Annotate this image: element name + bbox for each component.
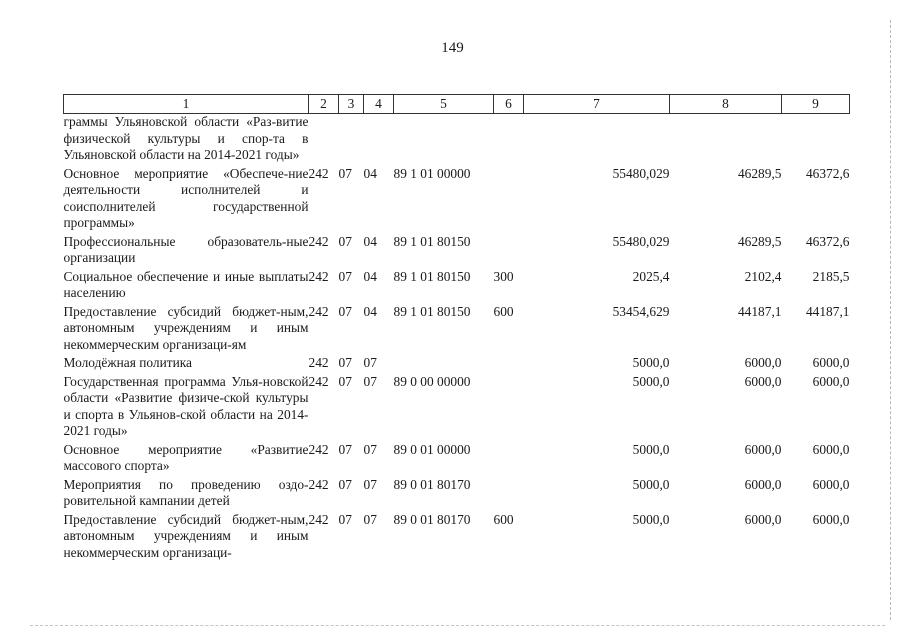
header-col-1: 1 <box>64 95 309 114</box>
row-col-6: 600 <box>493 511 514 527</box>
row-col-2: 242 <box>308 476 329 492</box>
row-col-4: 04 <box>363 165 377 181</box>
header-col-8: 8 <box>670 95 782 114</box>
header-col-4: 4 <box>364 95 394 114</box>
row-col-3: 07 <box>338 476 352 492</box>
row-col-3: 07 <box>338 268 352 284</box>
row-col-7: 55480,029 <box>612 233 670 249</box>
row-col-8: 6000,0 <box>744 373 782 389</box>
row-col-7: 5000,0 <box>632 373 670 389</box>
budget-table <box>63 94 850 563</box>
row-col-6 <box>494 477 524 512</box>
header-col-3: 3 <box>339 95 364 114</box>
row-col-8: 46289,5 <box>737 233 782 249</box>
row-col-6 <box>494 442 524 477</box>
row-col-4 <box>364 114 394 166</box>
row-col-2: 242 <box>308 165 329 181</box>
row-name: Молодёжная политика <box>63 355 193 370</box>
row-col-6 <box>494 114 524 166</box>
table-row <box>64 269 850 304</box>
row-col-6 <box>494 374 524 442</box>
table-row <box>64 166 850 234</box>
table-row <box>64 234 850 269</box>
row-col-8: 6000,0 <box>744 476 782 492</box>
row-col-8: 2102,4 <box>744 268 782 284</box>
row-name: Государственная программа Улья-новской области «Развитие физиче-ской культуры и спорта в Ульянов-ской области на 2014-2021 годы» <box>63 373 309 438</box>
row-col-8: 44187,1 <box>737 303 782 319</box>
row-col-2: 242 <box>308 233 329 249</box>
row-name: Профессиональные образователь-ные организации <box>63 233 309 265</box>
header-col-7: 7 <box>524 95 670 114</box>
row-col-3: 07 <box>338 511 352 527</box>
row-col-7: 5000,0 <box>632 441 670 457</box>
row-col-8: 6000,0 <box>744 511 782 527</box>
scan-edge-bottom <box>30 625 885 626</box>
row-col-9: 44187,1 <box>805 303 850 319</box>
row-col-3: 07 <box>338 165 352 181</box>
row-col-5: 89 0 01 00000 <box>393 441 471 457</box>
row-col-8 <box>670 114 782 166</box>
row-col-2: 242 <box>308 355 329 370</box>
page-number: 149 <box>441 40 464 56</box>
row-col-4: 07 <box>363 441 377 457</box>
row-col-7: 5000,0 <box>632 355 670 370</box>
row-col-6: 600 <box>493 303 514 319</box>
row-col-7 <box>524 114 670 166</box>
header-col-5: 5 <box>394 95 494 114</box>
row-col-7: 53454,629 <box>612 303 670 319</box>
row-col-5: 89 0 01 80170 <box>393 476 471 492</box>
row-col-4: 07 <box>363 373 377 389</box>
row-col-3: 07 <box>338 233 352 249</box>
table-row <box>64 355 850 374</box>
row-col-5: 89 1 01 80150 <box>393 303 471 319</box>
table-row <box>64 304 850 356</box>
row-col-5: 89 1 01 80150 <box>393 233 471 249</box>
row-col-8: 6000,0 <box>744 441 782 457</box>
row-col-9: 6000,0 <box>812 373 850 389</box>
row-name: Социальное обеспечение и иные выплаты населению <box>63 268 309 300</box>
row-col-8: 46289,5 <box>737 165 782 181</box>
row-col-5: 89 0 00 00000 <box>393 373 471 389</box>
row-col-5: 89 1 01 80150 <box>393 268 471 284</box>
row-col-9: 46372,6 <box>805 165 850 181</box>
row-col-9: 46372,6 <box>805 233 850 249</box>
row-col-2: 242 <box>308 511 329 527</box>
row-col-3: 07 <box>338 303 352 319</box>
table-row <box>64 442 850 477</box>
row-col-9: 6000,0 <box>812 511 850 527</box>
row-col-9: 6000,0 <box>812 476 850 492</box>
row-name: Основное мероприятие «Обеспече-ние деятельности исполнителей и соисполнителей государственной программы» <box>63 165 309 230</box>
row-col-7: 5000,0 <box>632 511 670 527</box>
row-col-4: 07 <box>363 511 377 527</box>
row-col-9: 6000,0 <box>812 355 850 370</box>
row-col-4: 04 <box>363 303 377 319</box>
row-col-3: 07 <box>338 373 352 389</box>
row-col-6 <box>494 234 524 269</box>
row-name: Мероприятия по проведению оздо-ровительной кампании детей <box>63 476 309 508</box>
row-col-7: 2025,4 <box>632 268 670 284</box>
row-col-4: 07 <box>363 476 377 492</box>
row-col-4: 04 <box>363 268 377 284</box>
row-col-9: 2185,5 <box>812 268 850 284</box>
row-name: Основное мероприятие «Развитие массового спорта» <box>63 441 309 473</box>
row-col-3: 07 <box>338 441 352 457</box>
table-row <box>64 477 850 512</box>
header-col-2: 2 <box>309 95 339 114</box>
row-name: граммы Ульяновской области «Раз-витие физической культуры и спор-та в Ульяновской области на 2014-2021 годы» <box>63 114 309 162</box>
row-col-5: 89 0 01 80170 <box>393 511 471 527</box>
row-col-8: 6000,0 <box>744 355 782 370</box>
row-col-7: 5000,0 <box>632 476 670 492</box>
row-col-5 <box>394 355 494 374</box>
row-col-2: 242 <box>308 303 329 319</box>
header-col-6: 6 <box>494 95 524 114</box>
row-col-2: 242 <box>308 373 329 389</box>
row-col-3: 07 <box>338 355 352 370</box>
row-col-5: 89 1 01 00000 <box>393 165 471 181</box>
table-row <box>64 512 850 564</box>
row-col-4: 07 <box>363 355 377 370</box>
row-col-5 <box>394 114 494 166</box>
table-row <box>64 374 850 442</box>
row-col-2 <box>309 114 339 166</box>
row-col-6 <box>494 166 524 234</box>
row-col-3 <box>339 114 364 166</box>
row-name: Предоставление субсидий бюджет-ным, автономным учреждениям и иным некоммерческим организаци-ям <box>63 303 309 352</box>
row-col-6: 300 <box>493 268 514 284</box>
row-col-9 <box>782 114 850 166</box>
header-col-9: 9 <box>782 95 850 114</box>
row-col-9: 6000,0 <box>812 441 850 457</box>
scan-edge-right <box>890 20 891 620</box>
row-col-7: 55480,029 <box>612 165 670 181</box>
row-col-2: 242 <box>308 441 329 457</box>
row-col-2: 242 <box>308 268 329 284</box>
header-row <box>64 95 850 114</box>
row-col-6 <box>494 355 524 374</box>
row-name: Предоставление субсидий бюджет-ным, автономным учреждениям и иным некоммерческим организаци- <box>63 511 309 560</box>
row-col-4: 04 <box>363 233 377 249</box>
table-row <box>64 114 850 166</box>
